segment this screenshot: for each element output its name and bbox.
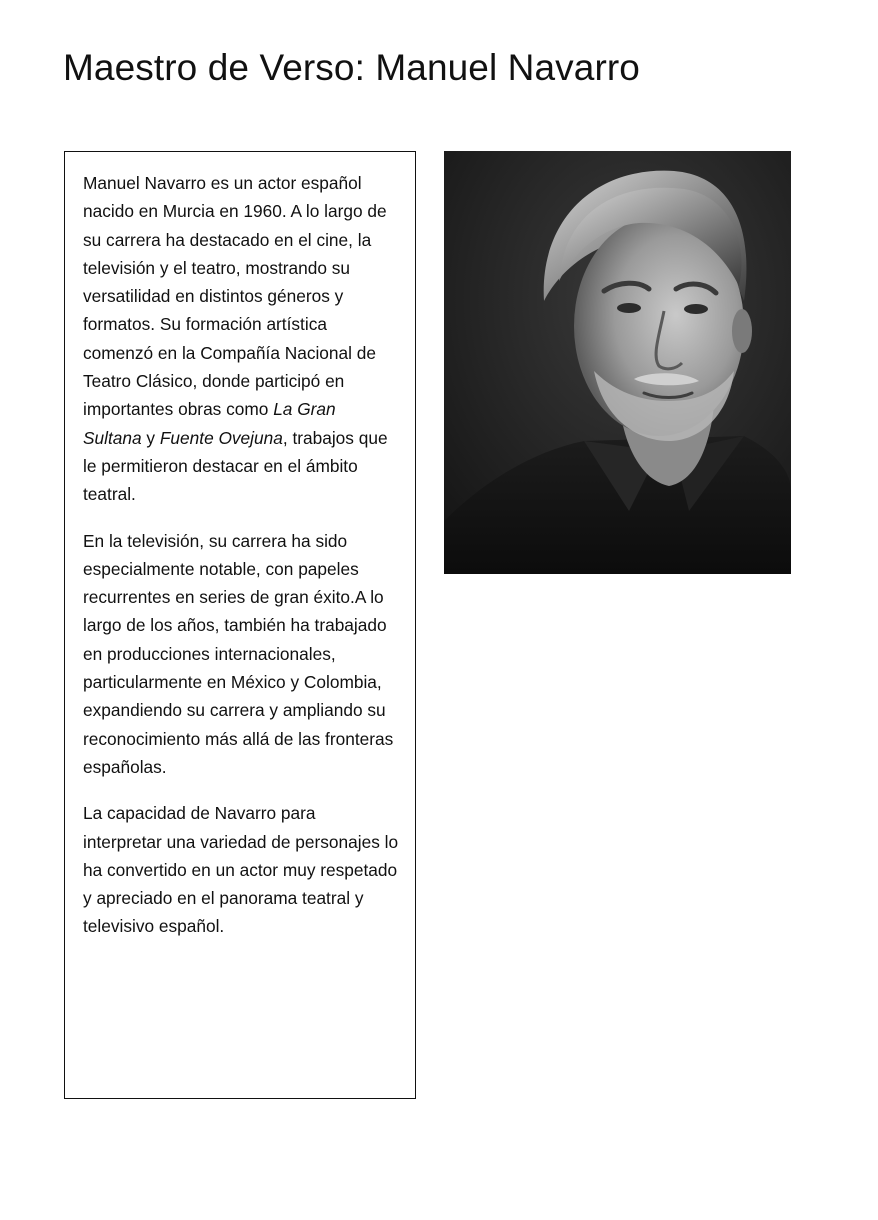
bio-paragraph-3: La capacidad de Navarro para interpretar una variedad de personajes lo ha convertido en un actor muy respetado y apreciado en el panorama teatral y televisivo español.: [83, 803, 399, 937]
bio-paragraph-2: En la televisión, su carrera ha sido especialmente notable, con papeles recurrentes en series de gran éxito.A lo largo de los años, también ha trabajado en producciones internacionales, particularmente en México y Colombia, expandiendo su carrera y ampliando su reconocimiento más allá de las fronteras españolas.: [83, 530, 394, 777]
bio-paragraph-1: [83, 169, 399, 509]
biography-box: [64, 151, 416, 1099]
page-title: Maestro de Verso: Manuel Navarro: [63, 47, 640, 88]
work-title-fuente-ovejuna: Fuente Ovejuna: [159, 427, 283, 448]
bio-paragraph-1-text-after: , trabajos que le permitieron destacar en el ámbito teatral.: [83, 427, 388, 505]
bio-paragraph-1-joiner: y: [141, 427, 160, 448]
work-title-la-gran-sultana: La Gran Sultana: [83, 399, 336, 448]
actor-portrait-photo: [444, 151, 791, 574]
bio-paragraph-1-text-before: Manuel Navarro es un actor español nacido en Murcia en 1960. A lo largo de su carrera ha destacado en el cine, la televisión y el teatro, mostrando su versatilidad en distintos géneros y formatos. Su formación artística comenzó en la Compañía Nacional de Teatro Clásico, donde participó en importantes obras como: [83, 173, 387, 420]
